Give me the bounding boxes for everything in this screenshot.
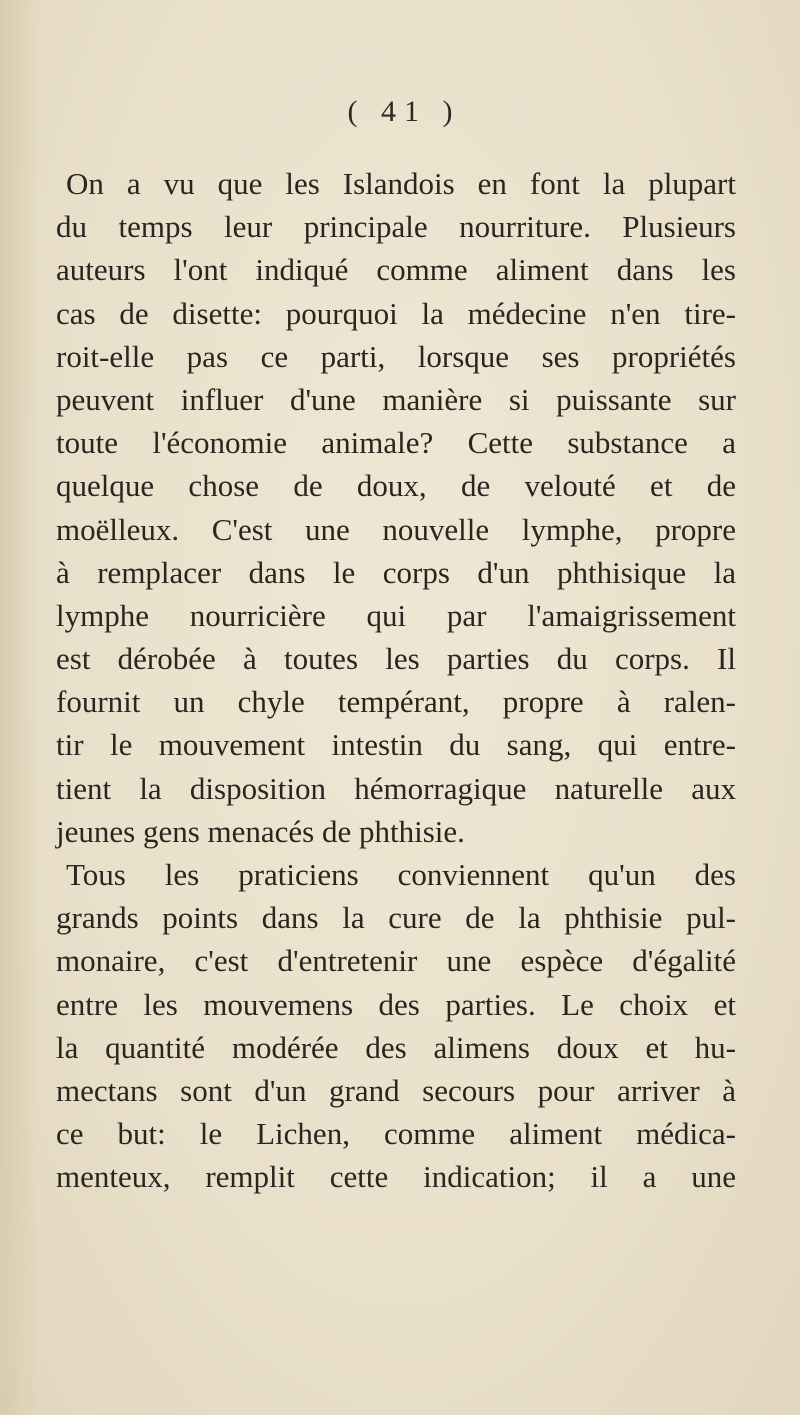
text-line: lymphe nourricière qui par l'amaigrissement <box>56 597 736 633</box>
text-line: grands points dans la cure de la phthisie pul- <box>56 900 736 936</box>
text-line: On a vu que les Islandois en font la plupart <box>66 166 736 201</box>
text-line: roit-elle pas ce parti, lorsque ses propriétés <box>56 338 736 374</box>
text-line: Tous les praticiens conviennent qu'un des <box>66 857 736 892</box>
text-line: quelque chose de doux, de velouté et de <box>56 468 736 504</box>
body-text <box>56 162 736 1199</box>
text-line: toute l'économie animale? Cette substance a <box>56 425 736 461</box>
text-line: du temps leur principale nourriture. Plusieurs <box>56 209 736 245</box>
text-line: à remplacer dans le corps d'un phthisique la <box>56 554 736 590</box>
text-line: monaire, c'est d'entretenir une espèce d'égalité <box>56 943 736 979</box>
text-line: est dérobée à toutes les parties du corps. Il <box>56 641 736 677</box>
text-line: tir le mouvement intestin du sang, qui entre- <box>56 727 736 763</box>
text-line: entre les mouvemens des parties. Le choix et <box>56 986 736 1022</box>
text-line: tient la disposition hémorragique naturelle aux <box>56 770 736 806</box>
text-line: menteux, remplit cette indication; il a une <box>56 1159 736 1195</box>
text-line: moëlleux. C'est une nouvelle lymphe, propre <box>56 511 736 547</box>
text-line: peuvent influer d'une manière si puissante sur <box>56 381 736 417</box>
text-line: mectans sont d'un grand secours pour arriver à <box>56 1072 736 1108</box>
text-line: fournit un chyle tempérant, propre à ralen- <box>56 684 736 720</box>
page-gutter-shadow <box>0 0 40 1415</box>
text-line: auteurs l'ont indiqué comme aliment dans les <box>56 252 736 288</box>
text-line: jeunes gens menacés de phthisie. <box>56 813 465 849</box>
text-line: cas de disette: pourquoi la médecine n'en tire- <box>56 295 736 331</box>
page-number: ( 41 ) <box>347 95 461 128</box>
text-line: la quantité modérée des alimens doux et hu- <box>56 1029 736 1065</box>
text-line: ce but: le Lichen, comme aliment médica- <box>56 1116 736 1152</box>
